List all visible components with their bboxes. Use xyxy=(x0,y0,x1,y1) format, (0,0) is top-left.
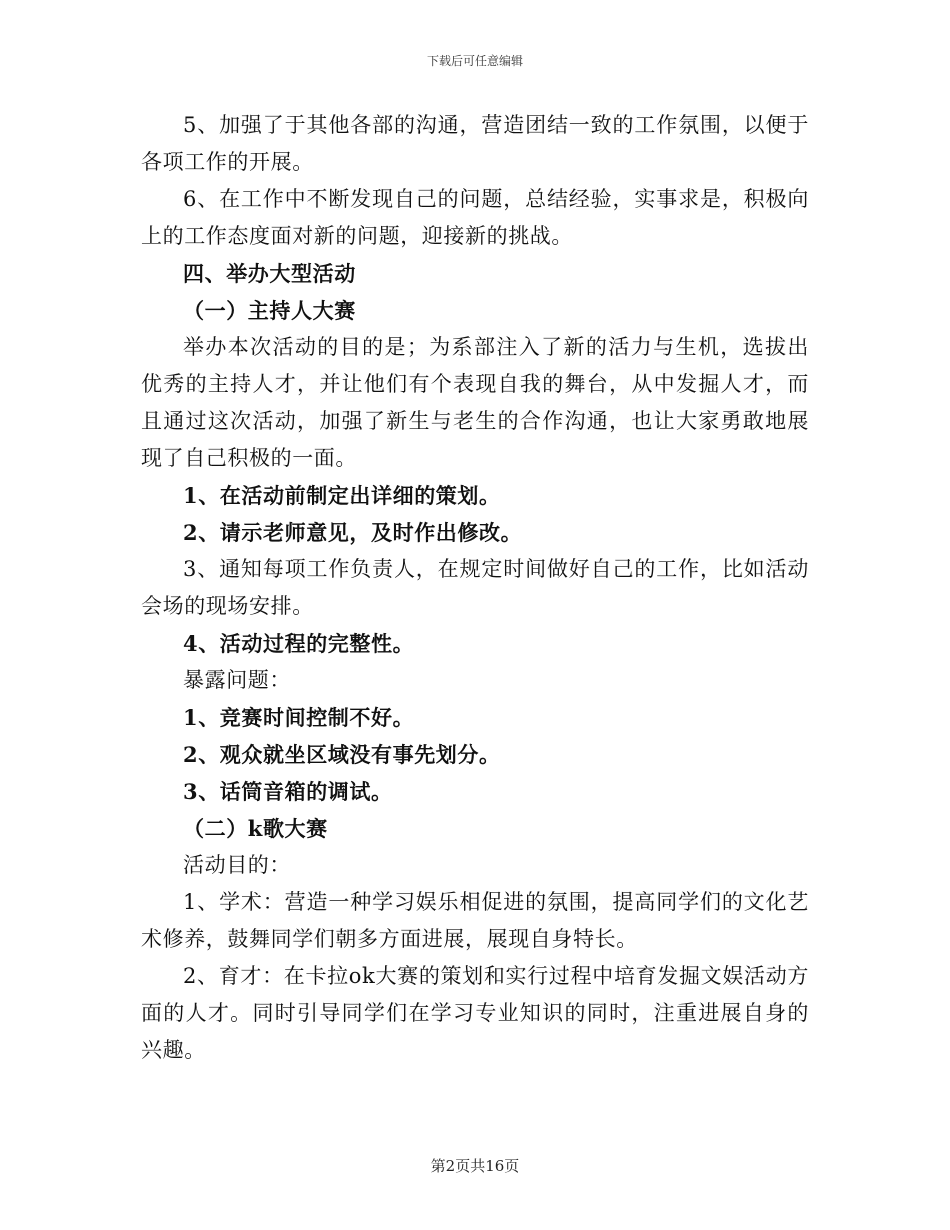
purpose-item-academic: 1、学术：营造一种学习娱乐相促进的氛围，提高同学们的文化艺术修养，鼓舞同学们朝多方面进展，展现自身特长。 xyxy=(141,890,809,951)
list-item-teacher: 2、请示老师意见，及时作出修改。 xyxy=(183,520,523,545)
issue-item-seating: 2、观众就坐区域没有事先划分。 xyxy=(183,742,501,767)
purpose-item-talent: 2、育才：在卡拉ok大赛的策划和实行过程中培育发掘文娱活动方面的人才。同时引导同学们在学习专业知识的同时，注重进展自身的兴趣。 xyxy=(141,964,809,1062)
section-heading: 四、举办大型活动 xyxy=(183,261,356,286)
page-header: 下载后可任意编辑 xyxy=(426,54,523,68)
list-item-integrity: 4、活动过程的完整性。 xyxy=(183,631,415,656)
paragraph-purpose: 举办本次活动的目的是；为系部注入了新的活力与生机，选拔出优秀的主持人才，并让他们有个表现自我的舞台，从中发掘人才，而且通过这次活动，加强了新生与老生的合作沟通，也让大家勇敢地展现了自己积极的一面。 xyxy=(141,335,809,470)
list-item-notify: 3、通知每项工作负责人，在规定时间做好自己的工作，比如活动会场的现场安排。 xyxy=(141,557,809,618)
issues-label: 暴露问题： xyxy=(183,668,291,692)
paragraph-item-5: 5、加强了于其他各部的沟通，营造团结一致的工作氛围，以便于各项工作的开展。 xyxy=(141,113,809,174)
subsection-heading-karaoke: （二）k歌大赛 xyxy=(183,816,328,841)
document-body xyxy=(141,107,809,1069)
issue-item-audio: 3、话筒音箱的调试。 xyxy=(183,779,393,804)
purpose-label: 活动目的： xyxy=(183,853,291,877)
paragraph-item-6: 6、在工作中不断发现自己的问题，总结经验，实事求是，积极向上的工作态度面对新的问题，迎接新的挑战。 xyxy=(141,187,809,248)
page-footer: 第2页共16页 xyxy=(430,1157,520,1175)
subsection-heading-host-contest: （一）主持人大赛 xyxy=(183,298,356,323)
list-item-plan: 1、在活动前制定出详细的策划。 xyxy=(183,483,501,508)
issue-item-time: 1、竞赛时间控制不好。 xyxy=(183,705,415,730)
